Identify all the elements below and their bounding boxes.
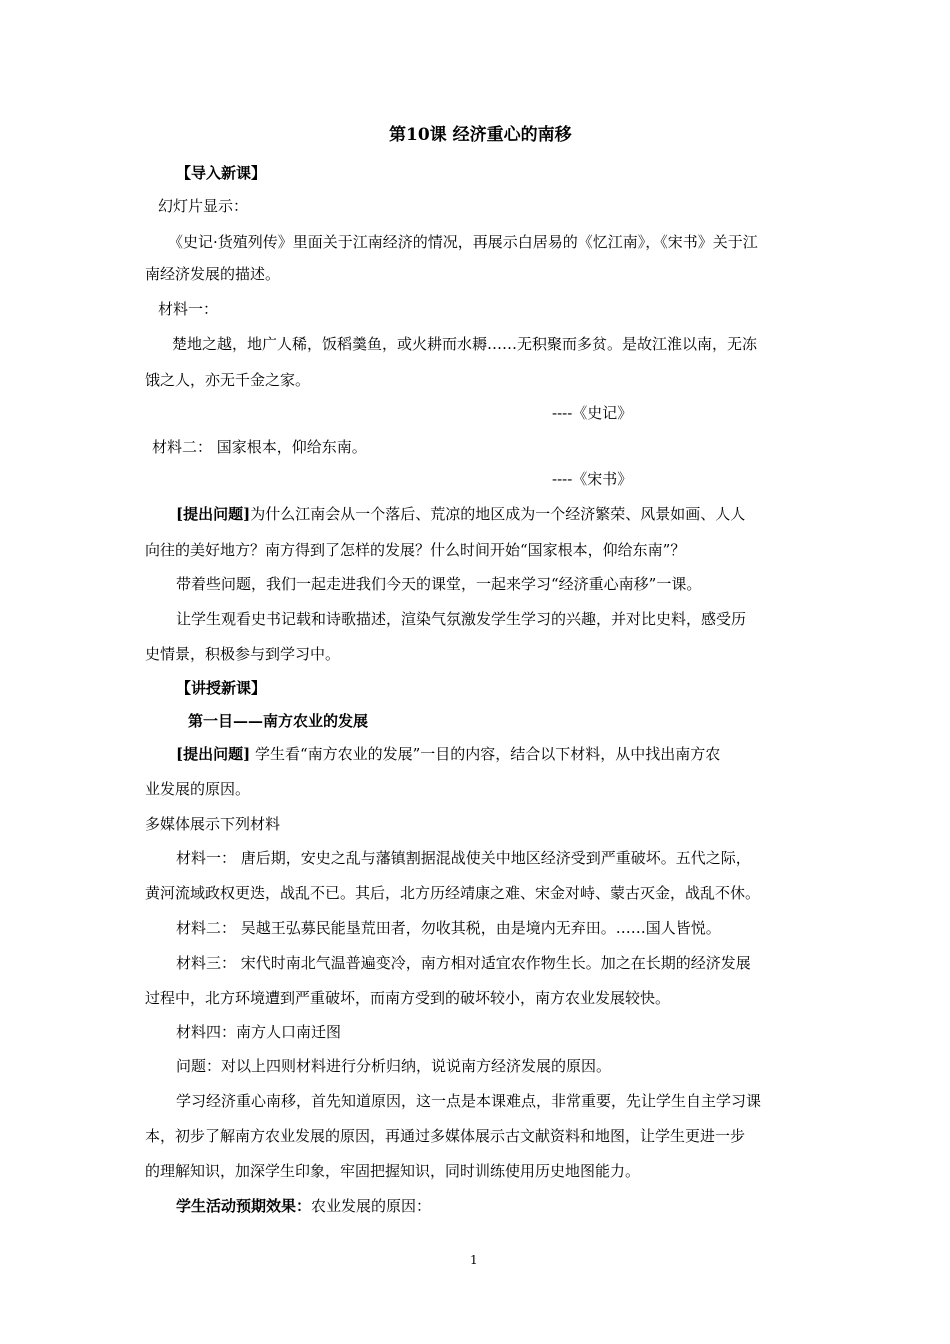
- expected-effect-line: [176, 1195, 431, 1217]
- design-note2-line1: 学习经济重心南移，首先知道原因，这一点是本课难点，非常重要，先让学生自主学习课: [176, 1092, 762, 1110]
- b-material4-line: 材料四：南方人口南迁图: [176, 1023, 342, 1041]
- design-note2-line2: 本，初步了解南方农业发展的原因，再通过多媒体展示古文献资料和地图，让学生更进一步: [145, 1127, 746, 1145]
- page-number: 1: [470, 1253, 478, 1267]
- material1-label: 材料一：: [158, 300, 219, 318]
- question1-label: [提出问题]: [176, 505, 251, 523]
- material1-quote-line2: 饿之人，亦无千金之家。: [145, 371, 311, 389]
- b-material3-line2: 过程中，北方环境遭到严重破坏，而南方受到的破坏较小，南方农业发展较快。: [145, 989, 671, 1007]
- slides-label: 幻灯片显示：: [158, 197, 249, 215]
- b-material1-line2: 黄河流域政权更迭，战乱不已。其后，北方历经靖康之难、宋金对峙、蒙古灭金，战乱不休。: [145, 884, 761, 902]
- question2-text: 学生看“南方农业的发展”一目的内容，结合以下材料，从中找出南方农: [250, 745, 721, 763]
- heading-intro-new-lesson: 【导入新课】: [176, 164, 267, 182]
- material1-quote-line1: 楚地之越，地广人稀，饭稻羹鱼，或火耕而水耨……无积聚而多贫。是故江淮以南，无冻: [172, 335, 758, 353]
- lesson-title: 第10课 经济重心的南移: [389, 125, 572, 145]
- question1-line2: 向往的美好地方？南方得到了怎样的发展？什么时间开始“国家根本，仰给东南”？: [145, 541, 686, 559]
- intro-text-line1: 《史记·货殖列传》里面关于江南经济的情况，再展示白居易的《忆江南》，《宋书》关于江: [168, 233, 758, 251]
- question2-label: [提出问题]: [176, 745, 251, 763]
- design-note1-line1: 让学生观看史书记载和诗歌描述，渲染气氛激发学生学习的兴趣，并对比史料，感受历: [176, 610, 747, 628]
- intro-paragraph: 带着些问题，我们一起走进我们今天的课堂，一起来学习“经济重心南移”一课。: [176, 575, 702, 593]
- intro-text-line2: 南经济发展的描述。: [145, 265, 281, 283]
- material2-line: 材料二： 国家根本，仰给东南。: [152, 438, 367, 456]
- subsection1-title: 第一目——南方农业的发展: [188, 712, 369, 730]
- material2-source: ----《宋书》: [552, 470, 633, 488]
- b-material1-line1: 材料一： 唐后期，安史之乱与藩镇割据混战使关中地区经济受到严重破坏。五代之际，: [176, 849, 751, 867]
- question1-line1: [176, 503, 745, 525]
- design-note2-line3: 的理解知识，加深学生印象，牢固把握知识，同时训练使用历史地图能力。: [145, 1162, 641, 1180]
- expected-effect-label: 学生活动预期效果：: [176, 1197, 312, 1215]
- analysis-question: 问题：对以上四则材料进行分析归纳，说说南方经济发展的原因。: [176, 1057, 612, 1075]
- expected-effect-text: 农业发展的原因：: [311, 1197, 432, 1215]
- material1-source: ----《史记》: [552, 404, 633, 422]
- question2-line2: 业发展的原因。: [145, 780, 251, 798]
- b-material2-line: 材料二： 吴越王弘募民能垦荒田者，勿收其税，由是境内无弃田。……国人皆悦。: [176, 919, 721, 937]
- multimedia-label: 多媒体展示下列材料: [145, 815, 281, 833]
- heading-teach-new-lesson: 【讲授新课】: [176, 679, 267, 697]
- question1-text: 为什么江南会从一个落后、荒凉的地区成为一个经济繁荣、风景如画、人人: [250, 505, 746, 523]
- question2-line1: [176, 743, 720, 765]
- design-note1-line2: 史情景，积极参与到学习中。: [145, 645, 341, 663]
- b-material3-line1: 材料三： 宋代时南北气温普遍变冷，南方相对适宜农作物生长。加之在长期的经济发展: [176, 954, 751, 972]
